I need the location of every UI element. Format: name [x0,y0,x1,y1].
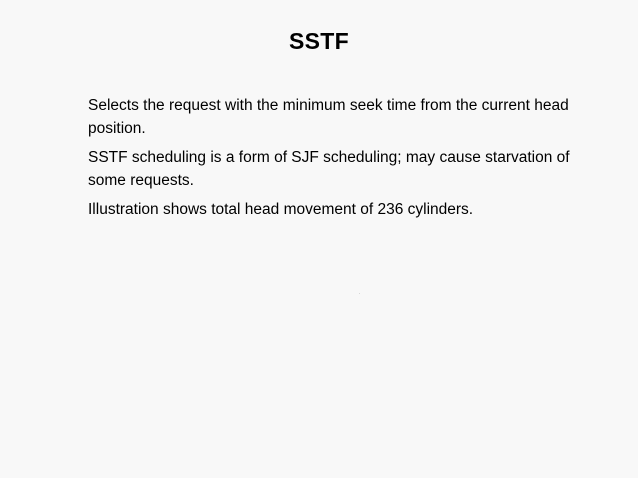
bullet-item: Selects the request with the minimum seek time from the current head position. [88,97,569,137]
slide-title: SSTF [289,28,349,54]
bullet-item: SSTF scheduling is a form of SJF scheduling; may cause starvation of some requests. [88,149,570,189]
bullet-item: Illustration shows total head movement of 236 cylinders. [88,201,474,218]
bullet-list [88,94,578,227]
image-placeholder-dot [359,293,360,294]
